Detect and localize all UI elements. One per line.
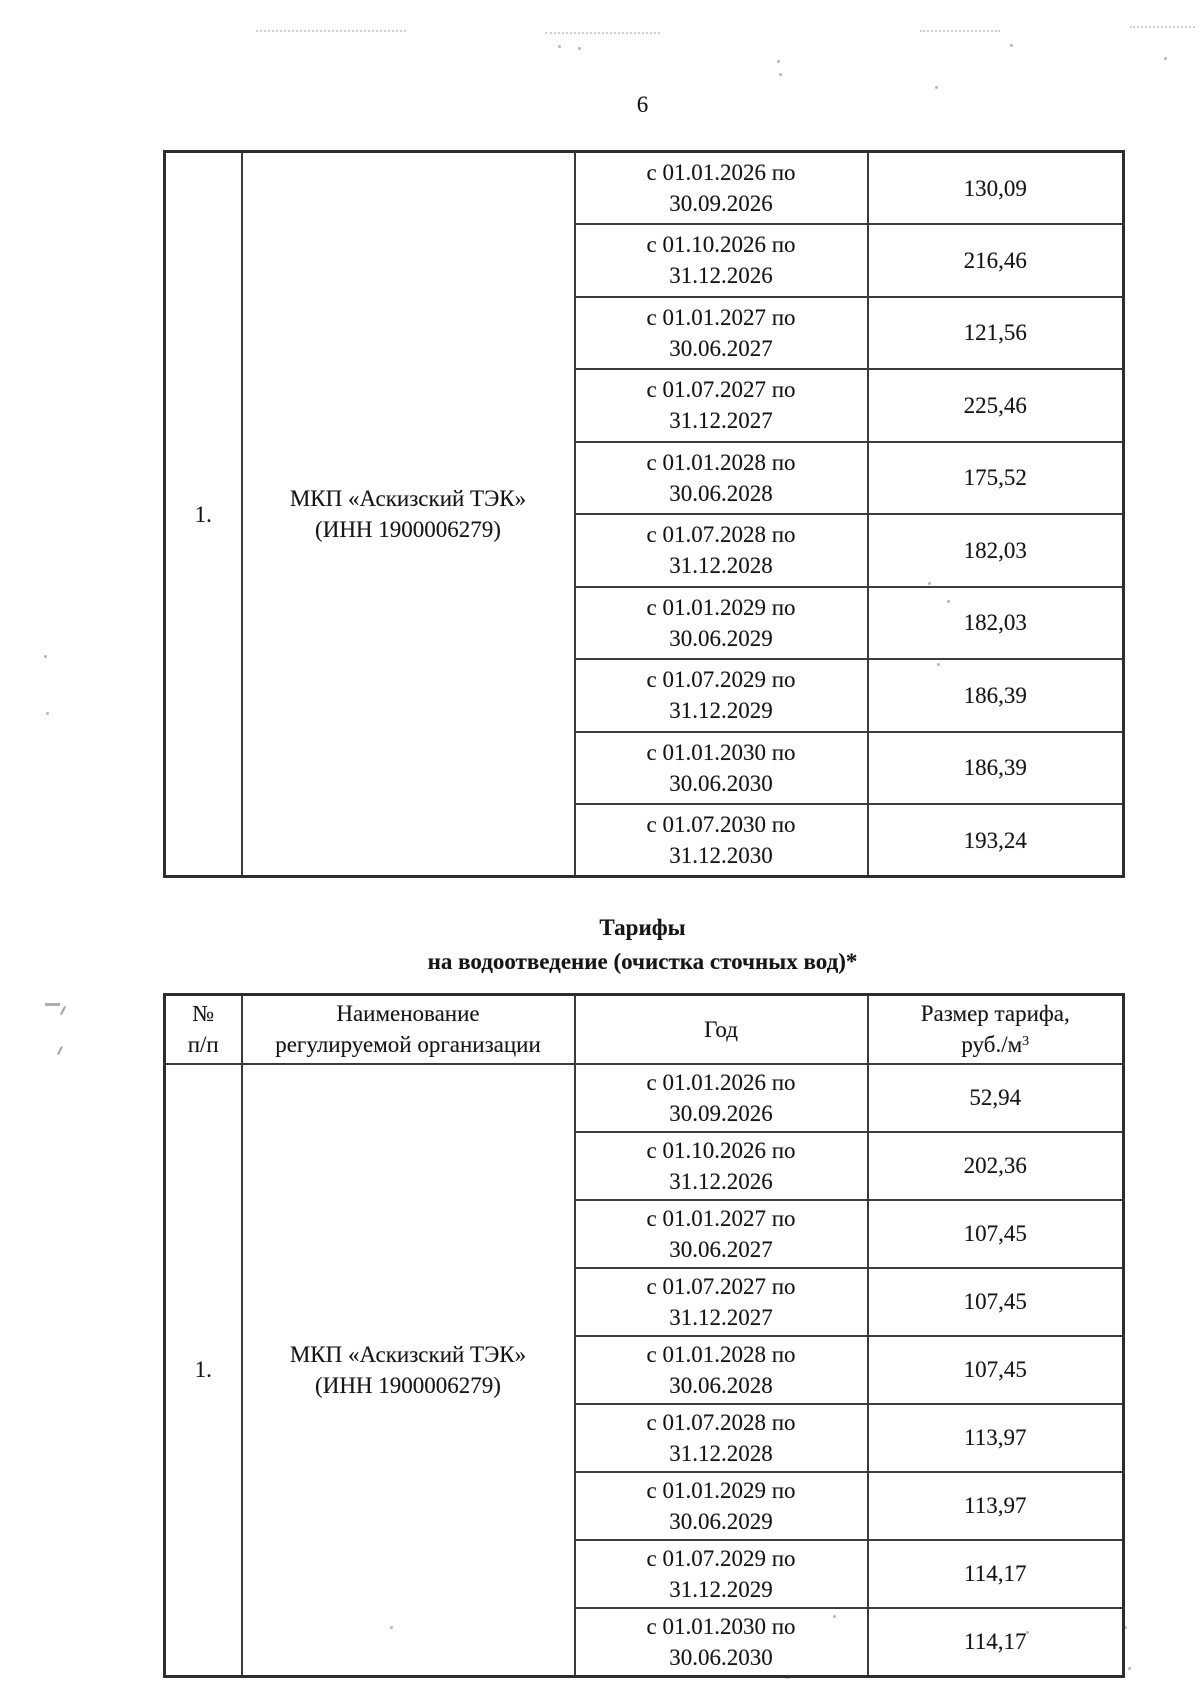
tariff-value-cell: 107,45: [868, 1268, 1124, 1336]
period-line: 30.09.2026: [669, 1100, 773, 1126]
period-line: 31.12.2027: [669, 408, 773, 434]
tariff-value-cell: 186,39: [868, 659, 1124, 732]
scan-artifact: [558, 45, 561, 48]
tariff-value-cell: 193,24: [868, 804, 1124, 877]
period-line: с 01.07.2027 по: [646, 377, 796, 403]
scan-artifact: [779, 73, 782, 76]
tariff-value-cell: 182,03: [868, 587, 1124, 660]
period-line: 31.12.2028: [669, 553, 773, 579]
section-title-line1: Тарифы: [599, 915, 686, 940]
scan-artifact: [1128, 1667, 1131, 1670]
period-cell: [575, 369, 868, 442]
period-line: 31.12.2029: [669, 698, 773, 724]
period-line: 30.06.2027: [669, 1236, 773, 1262]
section-title: [163, 911, 1122, 979]
tariff-value-cell: 225,46: [868, 369, 1124, 442]
organization-name: МКП «Аскизский ТЭК»: [289, 1341, 527, 1367]
period-line: 30.06.2030: [669, 1644, 773, 1670]
tariff-value-cell: 175,52: [868, 442, 1124, 515]
period-line: 30.06.2027: [669, 335, 773, 361]
tariff-unit: руб./м: [961, 1032, 1023, 1058]
period-line: 31.12.2030: [669, 843, 773, 868]
period-line: 31.12.2029: [669, 1576, 773, 1602]
tariff-value-cell: 114,17: [868, 1608, 1124, 1677]
period-line: с 01.07.2030 по: [646, 812, 796, 837]
period-line: с 01.07.2028 по: [646, 522, 796, 548]
period-line: с 01.10.2026 по: [646, 1137, 796, 1163]
tariff-value-cell: 107,45: [868, 1336, 1124, 1404]
page-number: 6: [636, 92, 649, 117]
organization-name: МКП «Аскизский ТЭК»: [289, 486, 527, 511]
period-cell: [575, 297, 868, 370]
section-title-line2: на водоотведение (очистка сточных вод)*: [427, 949, 858, 974]
period-cell: [575, 1132, 868, 1200]
header-row-number: [165, 995, 242, 1064]
organization-cell: [242, 152, 575, 877]
scan-artifact: [920, 30, 1000, 32]
period-cell: [575, 659, 868, 732]
scan-artifact: [1164, 57, 1167, 60]
period-line: 30.06.2028: [669, 480, 773, 506]
tariff-unit-exponent: 3: [1022, 1034, 1030, 1050]
period-cell: [575, 1472, 868, 1540]
header-row: [165, 995, 1124, 1064]
period-cell: [575, 1200, 868, 1268]
header-line: Размер тарифа,: [920, 1001, 1070, 1027]
scan-artifact: [935, 86, 938, 89]
header-tariff-size: [868, 995, 1124, 1064]
period-line: 30.06.2029: [669, 625, 773, 651]
row-number-cell: 1.: [165, 152, 242, 877]
period-line: 30.06.2029: [669, 1508, 773, 1534]
tariff-value-cell: 121,56: [868, 297, 1124, 370]
period-cell: [575, 442, 868, 515]
scan-artifact: [777, 60, 780, 63]
scan-artifact: [256, 30, 406, 32]
period-line: 30.06.2030: [669, 770, 773, 796]
period-cell: [575, 804, 868, 877]
scan-artifact: [44, 655, 47, 658]
period-cell: [575, 224, 868, 297]
period-line: с 01.01.2029 по: [646, 594, 796, 620]
header-line: Наименование: [336, 1001, 480, 1027]
header-organization: [242, 995, 575, 1064]
table-row: [165, 152, 1124, 225]
header-line: п/п: [187, 1032, 219, 1058]
period-cell: [575, 1608, 868, 1677]
period-line: с 01.07.2027 по: [646, 1273, 796, 1299]
tariff-value-cell: 113,97: [868, 1472, 1124, 1540]
header-line: №: [192, 1001, 215, 1027]
period-line: с 01.01.2028 по: [646, 1341, 796, 1367]
period-line: с 01.01.2028 по: [646, 449, 796, 475]
tariff-value-cell: 216,46: [868, 224, 1124, 297]
period-cell: [575, 587, 868, 660]
tariff-table-wastewater: [163, 993, 1125, 1678]
scan-artifact: [57, 1046, 63, 1055]
period-line: 30.09.2026: [669, 191, 773, 216]
row-number-cell: 1.: [165, 1064, 242, 1677]
period-line: с 01.01.2026 по: [646, 1069, 796, 1095]
organization-cell: [242, 1064, 575, 1677]
tariff-value-cell: 114,17: [868, 1540, 1124, 1608]
period-cell: [575, 1336, 868, 1404]
scan-artifact: [46, 712, 49, 715]
period-cell: [575, 152, 868, 225]
scan-artifact: [545, 32, 660, 34]
tariff-value-cell: 130,09: [868, 152, 1124, 225]
period-line: с 01.01.2027 по: [646, 304, 796, 330]
period-cell: [575, 514, 868, 587]
period-cell: [575, 1540, 868, 1608]
header-line: регулируемой организации: [275, 1032, 541, 1058]
period-cell: [575, 1404, 868, 1472]
period-cell: [575, 1064, 868, 1132]
period-line: 31.12.2026: [669, 1168, 773, 1194]
tariff-value-cell: 107,45: [868, 1200, 1124, 1268]
period-line: 31.12.2027: [669, 1304, 773, 1330]
tariff-value-cell: 113,97: [868, 1404, 1124, 1472]
organization-inn: (ИНН 1900006279): [315, 517, 501, 542]
period-line: с 01.07.2029 по: [646, 667, 796, 693]
period-line: с 01.01.2026 по: [646, 160, 796, 185]
scan-artifact: [1010, 44, 1013, 47]
header-year: Год: [575, 995, 868, 1064]
period-line: с 01.07.2029 по: [646, 1545, 796, 1571]
tariff-value-cell: 182,03: [868, 514, 1124, 587]
tariff-value-cell: 202,36: [868, 1132, 1124, 1200]
period-line: с 01.07.2028 по: [646, 1409, 796, 1435]
scan-artifact: [60, 1006, 66, 1015]
period-line: с 01.10.2026 по: [646, 232, 796, 258]
period-cell: [575, 732, 868, 805]
scan-artifact: [578, 47, 581, 50]
period-cell: [575, 1268, 868, 1336]
period-line: с 01.01.2030 по: [646, 739, 796, 765]
period-line: 31.12.2028: [669, 1440, 773, 1466]
period-line: с 01.01.2030 по: [646, 1613, 796, 1639]
table-row: [165, 1064, 1124, 1132]
tariff-value-cell: 52,94: [868, 1064, 1124, 1132]
scan-artifact: [1130, 26, 1195, 28]
period-line: с 01.01.2029 по: [646, 1477, 796, 1503]
header-line: [873, 1029, 1119, 1060]
tariff-value-cell: 186,39: [868, 732, 1124, 805]
tariff-table-continuation: [163, 150, 1125, 878]
scan-artifact: [45, 1003, 60, 1006]
period-line: 30.06.2028: [669, 1372, 773, 1398]
period-line: с 01.01.2027 по: [646, 1205, 796, 1231]
organization-inn: (ИНН 1900006279): [315, 1372, 501, 1398]
period-line: 31.12.2026: [669, 263, 773, 289]
